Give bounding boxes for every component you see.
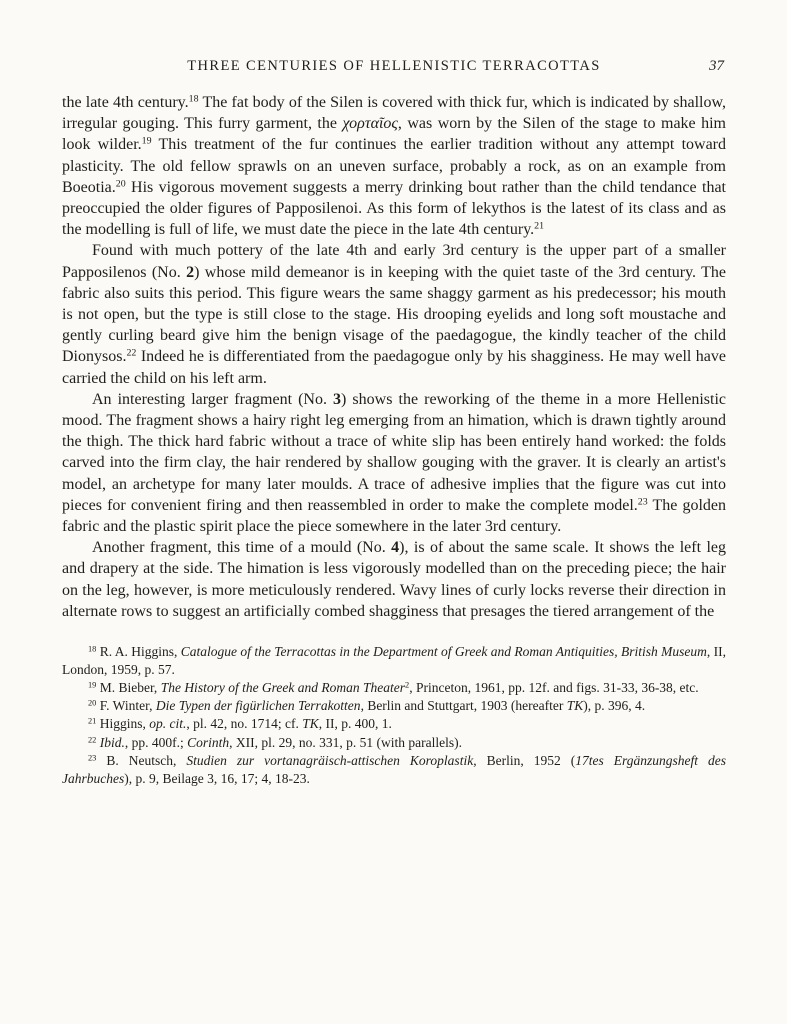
footnote-ref: 18 [188,93,199,105]
text-run: , Princeton, 1961, pp. 12f. and figs. 31-33, 36-38, etc. [409,680,699,696]
text-run: The fat body of the Silen is covered with thick fur, which is indicated by shallow, irregular gouging. This furry garment, the [62,94,726,133]
page-number: 37 [709,58,724,74]
text-run: 2 [186,263,195,281]
text-run: Another fragment, this time of a mould (No. [92,539,392,557]
footnote-marker: 21 [88,716,97,726]
text-run: ), is of about the same scale. It shows the left leg and drapery at the side. The himation is less vigorously modelled than on the preceding piece; the hair on the leg, however, is more meticulously rendered. Wavy lines of curly locks reverse their direction in alternate rows to suggest an artificially combed shagginess that presages the tiered arrangement of the [62,539,727,620]
text-run: TK [566,698,584,714]
footnote-marker: 22 [88,734,97,744]
paragraph [62,92,726,240]
text-run: M. Bieber, [99,680,161,696]
text-run: Catalogue of the Terracottas in the Department of Greek and Roman Antiquities, British Museum [180,644,707,660]
text-run: , II, London, 1959, p. 57. [62,644,727,678]
paragraph [62,240,726,388]
footnote-marker: 19 [88,680,97,690]
text-run: , pp. 400f.; [124,734,188,750]
text-run: ) shows the reworking of the theme in a more Hellenistic mood. The fragment shows a hairy right leg emerging from an himation, which is drawn tightly around the thigh. The thick hard fabric without a trace of white slip has been entirely hand worked: the folds carved into the firm clay, the hair rendered by shallow gouging with the graver. It is clearly an artist's model, an archetype for many later moulds. A trace of adhesive implies that the figure was cut into pieces for convenient firing and then reassembled in order to make the complete model. [62,390,726,514]
text-run: ), p. 396, 4. [583,698,646,714]
body-paragraphs [62,92,726,622]
text-run: op. cit. [149,716,187,732]
footnotes [62,643,726,788]
footnote-ref: 19 [141,135,152,147]
footnote [62,697,726,715]
text-run: Ibid. [99,734,125,750]
text-run: ), p. 9, Beilage 3, 16, 17; 4, 18-23. [124,770,310,786]
text-run: , was worn by the Silen of the stage to make him look wilder. [62,115,726,154]
text-run: 4 [391,539,400,557]
text-run: , Berlin and Stuttgart, 1903 (hereafter [360,698,567,714]
text-run: Indeed he is differentiated from the paedagogue only by his shagginess. He may well have carried the child on his left arm. [62,348,726,387]
text-run: F. Winter, [99,698,156,714]
footnote [62,679,726,697]
paragraph [62,537,726,622]
footnote [62,734,726,752]
text-run: His vigorous movement suggests a merry drinking bout rather than the child tendance that preoccupied the older figures of Papposilenoi. As this form of lekythos is the latest of its class and as the modelling is full of life, we must date the piece in the late 4th century. [62,178,726,239]
footnote-marker: 23 [88,753,97,763]
text-run: ) whose mild demeanor is in keeping with the quiet taste of the 3rd century. The fabric also suits this period. This figure wears the same shaggy garment as his predecessor; his mouth is not open, but the type is still close to the stage. His drooping eyelids and long soft moustache and gently curling beard give him the benign visage of the paedagogue, the kindly teacher of the child Dionysos. [62,263,727,366]
text-run: Corinth [187,734,230,750]
text-run: 3 [333,390,342,408]
paragraph [62,389,726,537]
text-run: Die Typen der figürlichen Terrakotten [155,698,361,714]
text-run: The golden fabric and the plastic spirit place the piece somewhere in the later 3rd century. [62,496,727,536]
text-run: the late 4th century. [62,94,189,111]
text-run: , pl. 42, no. 1714; cf. [186,716,303,732]
footnote-ref: 22 [126,347,137,359]
running-title: THREE CENTURIES OF HELLENISTIC TERRACOTTAS [187,58,601,74]
footnote [62,715,726,733]
footnote-marker: 18 [88,644,97,654]
footnote-ref: 23 [637,496,648,508]
footnote-ref: 21 [534,220,545,232]
footnote-marker: 20 [88,698,97,708]
text-run: R. A. Higgins, [99,644,181,660]
footnote-ref: 2 [405,680,410,690]
text-run: Higgins, [99,716,150,732]
text-run: χορταῖος [342,115,398,133]
text-run: An interesting larger fragment (No. [92,390,334,408]
text-run: , Berlin, 1952 ( [473,752,576,768]
text-run: The History of the Greek and Roman Theater [160,680,406,696]
text-run: B. Neutsch, [106,752,187,768]
text-run: 17tes Ergänzungsheft des Jahrbuches [62,752,726,786]
footnote [62,643,726,679]
text-run: TK [302,716,319,732]
text-run: , XII, pl. 29, no. 331, p. 51 (with parallels). [229,734,462,750]
footnote [62,752,726,788]
text-run: This treatment of the fur continues the earlier tradition without any attempt toward plasticity. The old fellow sprawls on an uneven surface, probably a rock, as on an example from Boeotia. [62,136,727,196]
text-run: , II, p. 400, 1. [318,716,392,732]
text-run: Found with much pottery of the late 4th and early 3rd century is the upper part of a smaller Papposilenos (No. [62,242,726,281]
page-header [62,58,726,75]
text-run: Studien zur vortanagräisch-attischen Koroplastik [186,752,474,768]
footnote-ref: 20 [115,178,126,190]
